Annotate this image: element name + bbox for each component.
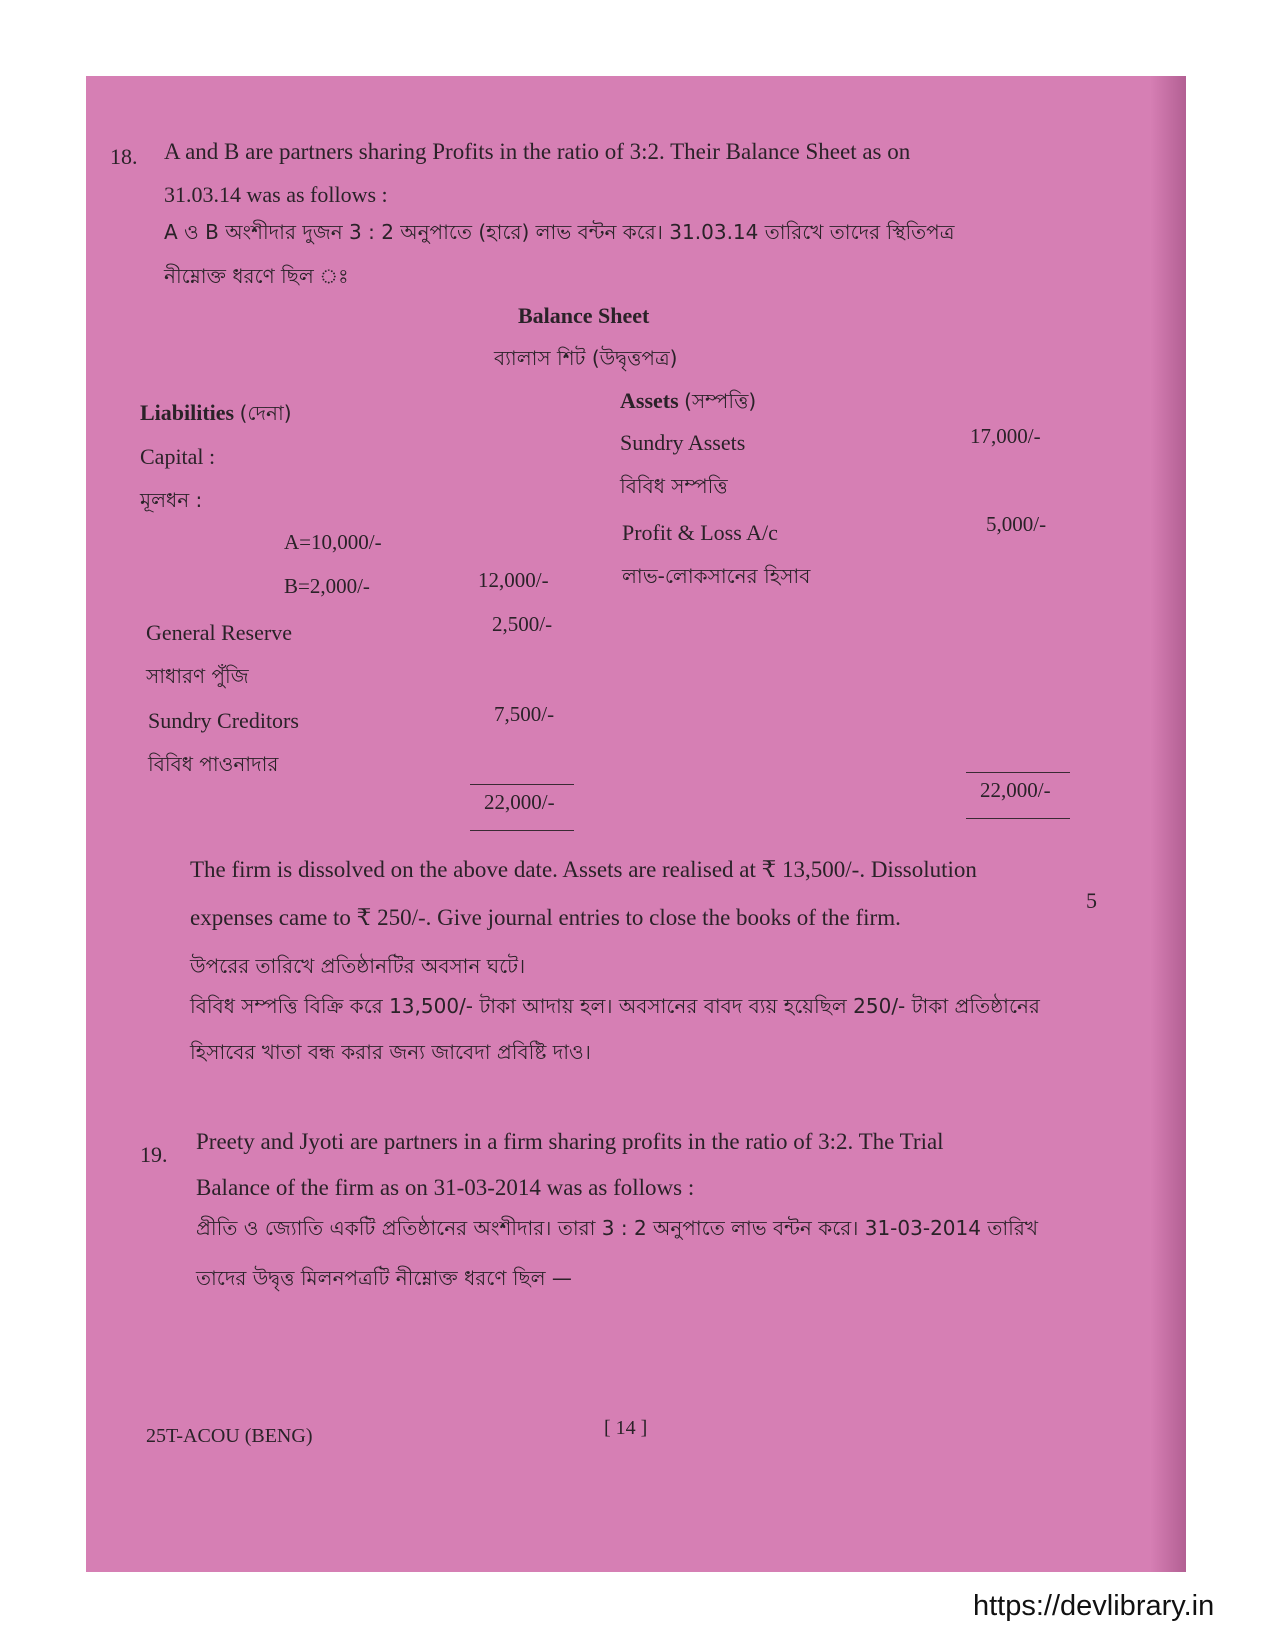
q18-english-line-2: 31.03.14 was as follows :	[164, 182, 388, 207]
liabilities-total: 22,000/-	[484, 790, 555, 814]
sundry-assets-amount: 17,000/-	[970, 424, 1041, 448]
assets-total-rule-bottom	[966, 818, 1070, 819]
q19-number: 19.	[140, 1142, 168, 1167]
q18-body-bengali-line-1: উপরের তারিখে প্রতিষ্ঠানটির অবসান ঘটে।	[190, 954, 526, 978]
q18-body-english-line-1: The firm is dissolved on the above date. Assets are realised at ₹ 13,500/-. Dissolution	[190, 857, 977, 882]
sundry-assets-label: Sundry Assets	[620, 430, 746, 455]
assets-total-rule-top	[966, 772, 1070, 773]
q19-english-line-2: Balance of the firm as on 31-03-2014 was as follows :	[196, 1175, 695, 1200]
page-edge-shadow	[1150, 76, 1186, 1572]
profit-loss-amount: 5,000/-	[986, 512, 1047, 536]
q18-body-bengali-line-3: হিসাবের খাতা বন্ধ করার জন্য জাবেদা প্রবিষ্টি দাও।	[190, 1040, 591, 1064]
exam-page	[86, 76, 1186, 1572]
balance-sheet-title-bengali: ব্যালাস শিট (উদ্বৃত্তপত্র)	[494, 346, 678, 370]
q18-body-english-line-2: expenses came to ₹ 250/-. Give journal entries to close the books of the firm.	[190, 905, 901, 930]
sundry-assets-label-bengali: বিবিধ সম্পত্তি	[620, 474, 728, 498]
liabilities-heading: Liabilities (দেনা)	[140, 400, 292, 425]
sundry-creditors-label-bengali: বিবিধ পাওনাদার	[148, 752, 279, 776]
capital-a-value: A=10,000/-	[284, 530, 382, 554]
page-number: [ 14 ]	[604, 1417, 648, 1439]
liabilities-total-rule-bottom	[470, 830, 574, 831]
q18-number: 18.	[110, 144, 138, 169]
general-reserve-label-bengali: সাধারণ পুঁজি	[146, 664, 249, 688]
q18-english-line-1: A and B are partners sharing Profits in the ratio of 3:2. Their Balance Sheet as on	[164, 139, 911, 164]
source-url[interactable]: https://devlibrary.in	[973, 1590, 1215, 1622]
sundry-creditors-amount: 7,500/-	[494, 702, 555, 726]
sundry-creditors-label: Sundry Creditors	[148, 708, 299, 733]
capital-label-bengali: মূলধন :	[140, 488, 203, 512]
paper-code: 25T-ACOU (BENG)	[146, 1425, 313, 1447]
general-reserve-amount: 2,500/-	[492, 612, 553, 636]
q19-english-line-1: Preety and Jyoti are partners in a firm sharing profits in the ratio of 3:2. The Trial	[196, 1129, 944, 1154]
liabilities-total-rule-top	[470, 784, 574, 785]
assets-heading: Assets (সম্পত্তি)	[620, 388, 757, 413]
q18-body-bengali-line-2: বিবিধ সম্পত্তি বিক্রি করে 13,500/- টাকা আদায় হল। অবসানের বাবদ ব্যয় হয়েছিল 250/- টাকা প্রতিষ্ঠানের	[190, 994, 1040, 1018]
profit-loss-label: Profit & Loss A/c	[622, 520, 778, 545]
capital-b-value: B=2,000/-	[284, 574, 370, 598]
q19-bengali-line-2: তাদের উদ্বৃত্ত মিলনপত্রটি নীম্নোক্ত ধরণে ছিল —	[196, 1266, 572, 1290]
balance-sheet-title: Balance Sheet	[518, 303, 650, 328]
q18-bengali-line-2: নীম্নোক্ত ধরণে ছিল ঃ	[164, 264, 349, 288]
profit-loss-label-bengali: লাভ-লোকসানের হিসাব	[622, 564, 811, 588]
assets-total: 22,000/-	[980, 778, 1051, 802]
capital-total-value: 12,000/-	[478, 568, 549, 592]
general-reserve-label: General Reserve	[146, 620, 292, 645]
q19-bengali-line-1: প্রীতি ও জ্যোতি একটি প্রতিষ্ঠানের অংশীদার। তারা 3 : 2 অনুপাতে লাভ বন্টন করে। 31-03-2014 তারিখ	[196, 1216, 1038, 1240]
capital-label: Capital :	[140, 444, 216, 469]
q18-marks: 5	[1086, 888, 1097, 913]
q18-bengali-line-1: A ও B অংশীদার দুজন 3 : 2 অনুপাতে (হারে) লাভ বন্টন করে। 31.03.14 তারিখে তাদের স্থিতিপত্র	[164, 220, 955, 244]
